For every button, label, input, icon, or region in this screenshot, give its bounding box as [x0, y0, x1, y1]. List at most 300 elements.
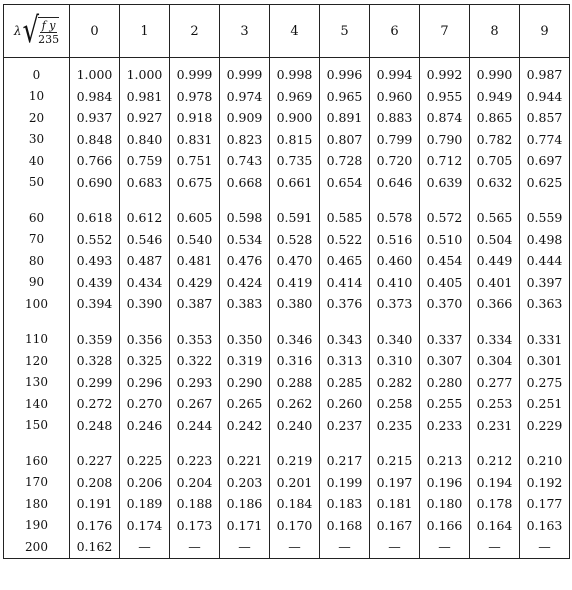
coefficient-cell: 0.162 — [70, 536, 120, 558]
spacer-cell — [520, 193, 570, 207]
row-lambda-cell: 120 — [4, 350, 70, 372]
coefficient-cell: 0.429 — [170, 272, 220, 294]
coefficient-cell: 0.201 — [270, 472, 320, 494]
coefficient-cell: 0.470 — [270, 250, 320, 272]
coefficient-cell: 0.465 — [320, 250, 370, 272]
coefficient-cell: 0.173 — [170, 515, 220, 537]
table-row — [4, 493, 570, 515]
coefficient-cell: 0.661 — [270, 172, 320, 194]
coefficient-cell: 0.434 — [120, 272, 170, 294]
coefficient-cell: 0.900 — [270, 107, 320, 129]
row-lambda-cell: 90 — [4, 272, 70, 294]
coefficient-cell: 0.307 — [420, 350, 470, 372]
coefficient-cell: 0.534 — [220, 229, 270, 251]
coefficient-cell: 0.316 — [270, 350, 320, 372]
coefficient-cell: 0.990 — [470, 58, 520, 86]
coefficient-cell: 0.697 — [520, 150, 570, 172]
coefficient-cell: 0.359 — [70, 329, 120, 351]
table-row — [4, 450, 570, 472]
coefficient-cell: 0.350 — [220, 329, 270, 351]
coefficient-cell: 0.751 — [170, 150, 220, 172]
spacer-cell — [370, 436, 420, 450]
row-lambda-cell: 0 — [4, 58, 70, 86]
coefficient-cell: 0.183 — [320, 493, 370, 515]
coefficient-cell: 0.319 — [220, 350, 270, 372]
coefficient-cell: 0.246 — [120, 415, 170, 437]
row-lambda-cell: 200 — [4, 536, 70, 558]
coefficient-cell: 0.267 — [170, 393, 220, 415]
coefficient-cell: 0.231 — [470, 415, 520, 437]
coefficient-cell: 0.944 — [520, 86, 570, 108]
coefficient-cell: 0.883 — [370, 107, 420, 129]
table-row — [4, 250, 570, 272]
coefficient-cell: 0.181 — [370, 493, 420, 515]
coefficient-cell: 0.356 — [120, 329, 170, 351]
coefficient-cell: 0.334 — [470, 329, 520, 351]
coefficient-cell: 0.823 — [220, 129, 270, 151]
coefficient-cell: 0.454 — [420, 250, 470, 272]
coefficient-cell: 0.960 — [370, 86, 420, 108]
coefficient-cell: 0.227 — [70, 450, 120, 472]
coefficient-cell: 0.449 — [470, 250, 520, 272]
coefficient-cell: 0.999 — [220, 58, 270, 86]
coefficient-cell: 0.277 — [470, 372, 520, 394]
spacer-cell — [70, 193, 120, 207]
coefficient-cell: 0.299 — [70, 372, 120, 394]
coefficient-cell: 0.177 — [520, 493, 570, 515]
coefficient-cell: 0.646 — [370, 172, 420, 194]
coefficient-cell: 0.219 — [270, 450, 320, 472]
coefficient-cell: 0.683 — [120, 172, 170, 194]
coefficient-cell: 0.188 — [170, 493, 220, 515]
coefficient-cell: 0.229 — [520, 415, 570, 437]
coefficient-cell: 0.285 — [320, 372, 370, 394]
row-lambda-cell: 40 — [4, 150, 70, 172]
coefficient-cell: 0.353 — [170, 329, 220, 351]
sqrt-fraction — [38, 17, 59, 46]
coefficient-cell: 0.387 — [170, 293, 220, 315]
group-spacer — [4, 315, 570, 329]
table-row — [4, 393, 570, 415]
coefficient-cell: 0.370 — [420, 293, 470, 315]
coefficient-cell: 0.180 — [420, 493, 470, 515]
row-lambda-cell: 110 — [4, 329, 70, 351]
coefficient-cell: 0.275 — [520, 372, 570, 394]
spacer-cell — [70, 436, 120, 450]
coefficient-cell: 0.313 — [320, 350, 370, 372]
coefficient-cell: 0.552 — [70, 229, 120, 251]
column-header-7: 7 — [420, 5, 470, 58]
coefficient-cell: 0.262 — [270, 393, 320, 415]
table-row — [4, 536, 570, 558]
coefficient-cell: 0.237 — [320, 415, 370, 437]
header-row — [4, 5, 570, 58]
coefficient-cell: 0.248 — [70, 415, 120, 437]
row-lambda-cell: 180 — [4, 493, 70, 515]
coefficient-cell: 0.625 — [520, 172, 570, 194]
coefficient-cell: — — [120, 536, 170, 558]
spacer-cell — [320, 436, 370, 450]
coefficient-cell: 0.331 — [520, 329, 570, 351]
coefficient-cell: 0.394 — [70, 293, 120, 315]
coefficient-cell: 1.000 — [70, 58, 120, 86]
coefficient-cell: 0.215 — [370, 450, 420, 472]
coefficient-cell: 0.978 — [170, 86, 220, 108]
spacer-cell — [420, 315, 470, 329]
spacer-cell — [270, 193, 320, 207]
column-header-3: 3 — [220, 5, 270, 58]
row-lambda-cell: 190 — [4, 515, 70, 537]
coefficient-cell: 0.328 — [70, 350, 120, 372]
spacer-cell — [420, 436, 470, 450]
table-row — [4, 272, 570, 294]
coefficient-cell: 0.559 — [520, 207, 570, 229]
coefficient-cell: 0.337 — [420, 329, 470, 351]
coefficient-cell: 0.168 — [320, 515, 370, 537]
coefficient-cell: 0.204 — [170, 472, 220, 494]
coefficient-cell: 0.164 — [470, 515, 520, 537]
fraction-denominator: 235 — [38, 32, 60, 46]
coefficient-cell: 0.397 — [520, 272, 570, 294]
stability-coefficient-table-container — [3, 4, 570, 559]
coefficient-cell: — — [170, 536, 220, 558]
coefficient-cell: 1.000 — [120, 58, 170, 86]
coefficient-cell: 0.981 — [120, 86, 170, 108]
coefficient-cell: 0.251 — [520, 393, 570, 415]
coefficient-cell: 0.192 — [520, 472, 570, 494]
table-row — [4, 58, 570, 86]
coefficient-cell: 0.987 — [520, 58, 570, 86]
coefficient-cell: — — [520, 536, 570, 558]
coefficient-cell: 0.735 — [270, 150, 320, 172]
coefficient-cell: 0.255 — [420, 393, 470, 415]
coefficient-cell: 0.572 — [420, 207, 470, 229]
coefficient-cell: 0.310 — [370, 350, 420, 372]
row-lambda-cell: 100 — [4, 293, 70, 315]
coefficient-cell: 0.460 — [370, 250, 420, 272]
coefficient-cell: 0.743 — [220, 150, 270, 172]
lambda-symbol: λ — [13, 24, 22, 38]
coefficient-cell: 0.994 — [370, 58, 420, 86]
coefficient-cell: 0.705 — [470, 150, 520, 172]
coefficient-cell: 0.790 — [420, 129, 470, 151]
coefficient-cell: 0.288 — [270, 372, 320, 394]
coefficient-cell: 0.170 — [270, 515, 320, 537]
coefficient-cell: 0.186 — [220, 493, 270, 515]
coefficient-cell: 0.390 — [120, 293, 170, 315]
coefficient-cell: 0.891 — [320, 107, 370, 129]
row-lambda-cell: 130 — [4, 372, 70, 394]
coefficient-cell: 0.840 — [120, 129, 170, 151]
coefficient-cell: 0.598 — [220, 207, 270, 229]
coefficient-cell: 0.272 — [70, 393, 120, 415]
row-lambda-cell: 10 — [4, 86, 70, 108]
coefficient-cell: — — [320, 536, 370, 558]
spacer-cell — [4, 193, 70, 207]
column-header-1: 1 — [120, 5, 170, 58]
coefficient-cell: 0.712 — [420, 150, 470, 172]
coefficient-cell: 0.233 — [420, 415, 470, 437]
coefficient-cell: 0.242 — [220, 415, 270, 437]
coefficient-cell: 0.203 — [220, 472, 270, 494]
spacer-cell — [120, 315, 170, 329]
coefficient-cell: 0.343 — [320, 329, 370, 351]
coefficient-cell: 0.759 — [120, 150, 170, 172]
coefficient-cell: 0.419 — [270, 272, 320, 294]
table-row — [4, 293, 570, 315]
spacer-cell — [4, 436, 70, 450]
coefficient-cell: 0.258 — [370, 393, 420, 415]
spacer-cell — [220, 436, 270, 450]
coefficient-cell: 0.244 — [170, 415, 220, 437]
coefficient-cell: 0.322 — [170, 350, 220, 372]
coefficient-cell: 0.782 — [470, 129, 520, 151]
table-row — [4, 129, 570, 151]
coefficient-cell: 0.221 — [220, 450, 270, 472]
coefficient-cell: 0.984 — [70, 86, 120, 108]
coefficient-cell: 0.301 — [520, 350, 570, 372]
spacer-cell — [70, 315, 120, 329]
coefficient-cell: 0.591 — [270, 207, 320, 229]
coefficient-cell: 0.189 — [120, 493, 170, 515]
coefficient-cell: 0.439 — [70, 272, 120, 294]
coefficient-cell: 0.965 — [320, 86, 370, 108]
coefficient-cell: 0.163 — [520, 515, 570, 537]
coefficient-cell: 0.668 — [220, 172, 270, 194]
coefficient-cell: 0.366 — [470, 293, 520, 315]
coefficient-cell: 0.325 — [120, 350, 170, 372]
coefficient-cell: 0.996 — [320, 58, 370, 86]
table-row — [4, 329, 570, 351]
table-row — [4, 415, 570, 437]
coefficient-cell: 0.955 — [420, 86, 470, 108]
coefficient-cell: 0.865 — [470, 107, 520, 129]
table-row — [4, 515, 570, 537]
spacer-cell — [4, 315, 70, 329]
group-spacer — [4, 436, 570, 450]
coefficient-cell: 0.504 — [470, 229, 520, 251]
spacer-cell — [470, 193, 520, 207]
coefficient-cell: 0.260 — [320, 393, 370, 415]
row-lambda-cell: 30 — [4, 129, 70, 151]
coefficient-cell: 0.720 — [370, 150, 420, 172]
table-body — [4, 58, 570, 559]
table-row — [4, 150, 570, 172]
coefficient-cell: 0.296 — [120, 372, 170, 394]
coefficient-cell: 0.383 — [220, 293, 270, 315]
coefficient-cell: — — [270, 536, 320, 558]
row-lambda-cell: 160 — [4, 450, 70, 472]
column-header-9: 9 — [520, 5, 570, 58]
coefficient-cell: 0.857 — [520, 107, 570, 129]
spacer-cell — [470, 315, 520, 329]
coefficient-cell: 0.405 — [420, 272, 470, 294]
coefficient-cell: 0.380 — [270, 293, 320, 315]
row-lambda-cell: 20 — [4, 107, 70, 129]
coefficient-cell: 0.516 — [370, 229, 420, 251]
spacer-cell — [320, 315, 370, 329]
coefficient-cell: 0.476 — [220, 250, 270, 272]
table-row — [4, 107, 570, 129]
spacer-cell — [370, 315, 420, 329]
coefficient-cell: 0.293 — [170, 372, 220, 394]
coefficient-cell: 0.340 — [370, 329, 420, 351]
table-row — [4, 86, 570, 108]
coefficient-cell: 0.184 — [270, 493, 320, 515]
coefficient-cell: 0.401 — [470, 272, 520, 294]
row-lambda-cell: 60 — [4, 207, 70, 229]
coefficient-cell: 0.176 — [70, 515, 120, 537]
coefficient-cell: 0.270 — [120, 393, 170, 415]
coefficient-cell: 0.927 — [120, 107, 170, 129]
column-header-2: 2 — [170, 5, 220, 58]
coefficient-cell: 0.206 — [120, 472, 170, 494]
coefficient-cell: 0.578 — [370, 207, 420, 229]
coefficient-cell: 0.290 — [220, 372, 270, 394]
coefficient-cell: 0.639 — [420, 172, 470, 194]
coefficient-cell: 0.240 — [270, 415, 320, 437]
column-header-4: 4 — [270, 5, 320, 58]
coefficient-cell: 0.304 — [470, 350, 520, 372]
coefficient-cell: 0.178 — [470, 493, 520, 515]
coefficient-cell: 0.414 — [320, 272, 370, 294]
coefficient-cell: 0.346 — [270, 329, 320, 351]
coefficient-cell: 0.196 — [420, 472, 470, 494]
table-row — [4, 207, 570, 229]
coefficient-cell: 0.612 — [120, 207, 170, 229]
coefficient-cell: 0.191 — [70, 493, 120, 515]
coefficient-cell: 0.217 — [320, 450, 370, 472]
coefficient-cell: 0.424 — [220, 272, 270, 294]
coefficient-cell: — — [420, 536, 470, 558]
coefficient-cell: 0.848 — [70, 129, 120, 151]
coefficient-cell: 0.522 — [320, 229, 370, 251]
coefficient-cell: 0.654 — [320, 172, 370, 194]
coefficient-cell: 0.831 — [170, 129, 220, 151]
coefficient-cell: 0.235 — [370, 415, 420, 437]
coefficient-cell: 0.167 — [370, 515, 420, 537]
coefficient-cell: 0.212 — [470, 450, 520, 472]
spacer-cell — [170, 193, 220, 207]
table-row — [4, 229, 570, 251]
coefficient-cell: 0.937 — [70, 107, 120, 129]
row-lambda-cell: 70 — [4, 229, 70, 251]
coefficient-cell: 0.565 — [470, 207, 520, 229]
spacer-cell — [120, 193, 170, 207]
spacer-cell — [120, 436, 170, 450]
coefficient-cell: 0.363 — [520, 293, 570, 315]
coefficient-cell: — — [470, 536, 520, 558]
spacer-cell — [170, 315, 220, 329]
coefficient-cell: 0.194 — [470, 472, 520, 494]
row-lambda-cell: 50 — [4, 172, 70, 194]
spacer-cell — [170, 436, 220, 450]
coefficient-cell: 0.618 — [70, 207, 120, 229]
coefficient-cell: 0.225 — [120, 450, 170, 472]
coefficient-cell: 0.815 — [270, 129, 320, 151]
group-spacer — [4, 193, 570, 207]
coefficient-cell: 0.949 — [470, 86, 520, 108]
coefficient-cell: 0.280 — [420, 372, 470, 394]
coefficient-cell: 0.585 — [320, 207, 370, 229]
column-header-6: 6 — [370, 5, 420, 58]
coefficient-cell: 0.253 — [470, 393, 520, 415]
coefficient-cell: — — [370, 536, 420, 558]
coefficient-cell: 0.208 — [70, 472, 120, 494]
coefficient-cell: 0.799 — [370, 129, 420, 151]
spacer-cell — [220, 315, 270, 329]
coefficient-cell: 0.282 — [370, 372, 420, 394]
sqrt-symbol-icon: √ — [22, 10, 40, 52]
coefficient-cell: 0.998 — [270, 58, 320, 86]
spacer-cell — [270, 436, 320, 450]
coefficient-cell: 0.223 — [170, 450, 220, 472]
column-header-8: 8 — [470, 5, 520, 58]
coefficient-cell: 0.999 — [170, 58, 220, 86]
coefficient-cell: 0.498 — [520, 229, 570, 251]
spacer-cell — [220, 193, 270, 207]
stability-coefficient-table — [3, 4, 570, 559]
coefficient-cell: 0.675 — [170, 172, 220, 194]
coefficient-cell: 0.174 — [120, 515, 170, 537]
coefficient-cell: 0.493 — [70, 250, 120, 272]
coefficient-cell: 0.265 — [220, 393, 270, 415]
coefficient-cell: 0.874 — [420, 107, 470, 129]
coefficient-cell: 0.171 — [220, 515, 270, 537]
row-lambda-cell: 170 — [4, 472, 70, 494]
row-lambda-cell: 150 — [4, 415, 70, 437]
coefficient-cell: 0.410 — [370, 272, 420, 294]
coefficient-cell: 0.540 — [170, 229, 220, 251]
spacer-cell — [420, 193, 470, 207]
column-header-5: 5 — [320, 5, 370, 58]
row-lambda-cell: 80 — [4, 250, 70, 272]
coefficient-cell: 0.690 — [70, 172, 120, 194]
spacer-cell — [470, 436, 520, 450]
table-row — [4, 472, 570, 494]
coefficient-cell: 0.199 — [320, 472, 370, 494]
coefficient-cell: 0.974 — [220, 86, 270, 108]
coefficient-cell: 0.376 — [320, 293, 370, 315]
spacer-cell — [520, 436, 570, 450]
coefficient-cell: 0.632 — [470, 172, 520, 194]
coefficient-cell: 0.373 — [370, 293, 420, 315]
coefficient-cell: 0.992 — [420, 58, 470, 86]
coefficient-cell: 0.213 — [420, 450, 470, 472]
row-lambda-cell: 140 — [4, 393, 70, 415]
coefficient-cell: 0.807 — [320, 129, 370, 151]
coefficient-cell: 0.197 — [370, 472, 420, 494]
spacer-cell — [370, 193, 420, 207]
spacer-cell — [320, 193, 370, 207]
coefficient-cell: 0.909 — [220, 107, 270, 129]
coefficient-cell: 0.444 — [520, 250, 570, 272]
coefficient-cell: 0.774 — [520, 129, 570, 151]
coefficient-cell: 0.510 — [420, 229, 470, 251]
spacer-cell — [520, 315, 570, 329]
header-lambda-formula — [4, 5, 70, 58]
table-row — [4, 350, 570, 372]
coefficient-cell: 0.546 — [120, 229, 170, 251]
fraction-numerator: f y — [41, 18, 56, 32]
spacer-cell — [270, 315, 320, 329]
coefficient-cell: 0.528 — [270, 229, 320, 251]
coefficient-cell: 0.766 — [70, 150, 120, 172]
coefficient-cell: 0.969 — [270, 86, 320, 108]
coefficient-cell: 0.166 — [420, 515, 470, 537]
table-row — [4, 172, 570, 194]
coefficient-cell: 0.918 — [170, 107, 220, 129]
